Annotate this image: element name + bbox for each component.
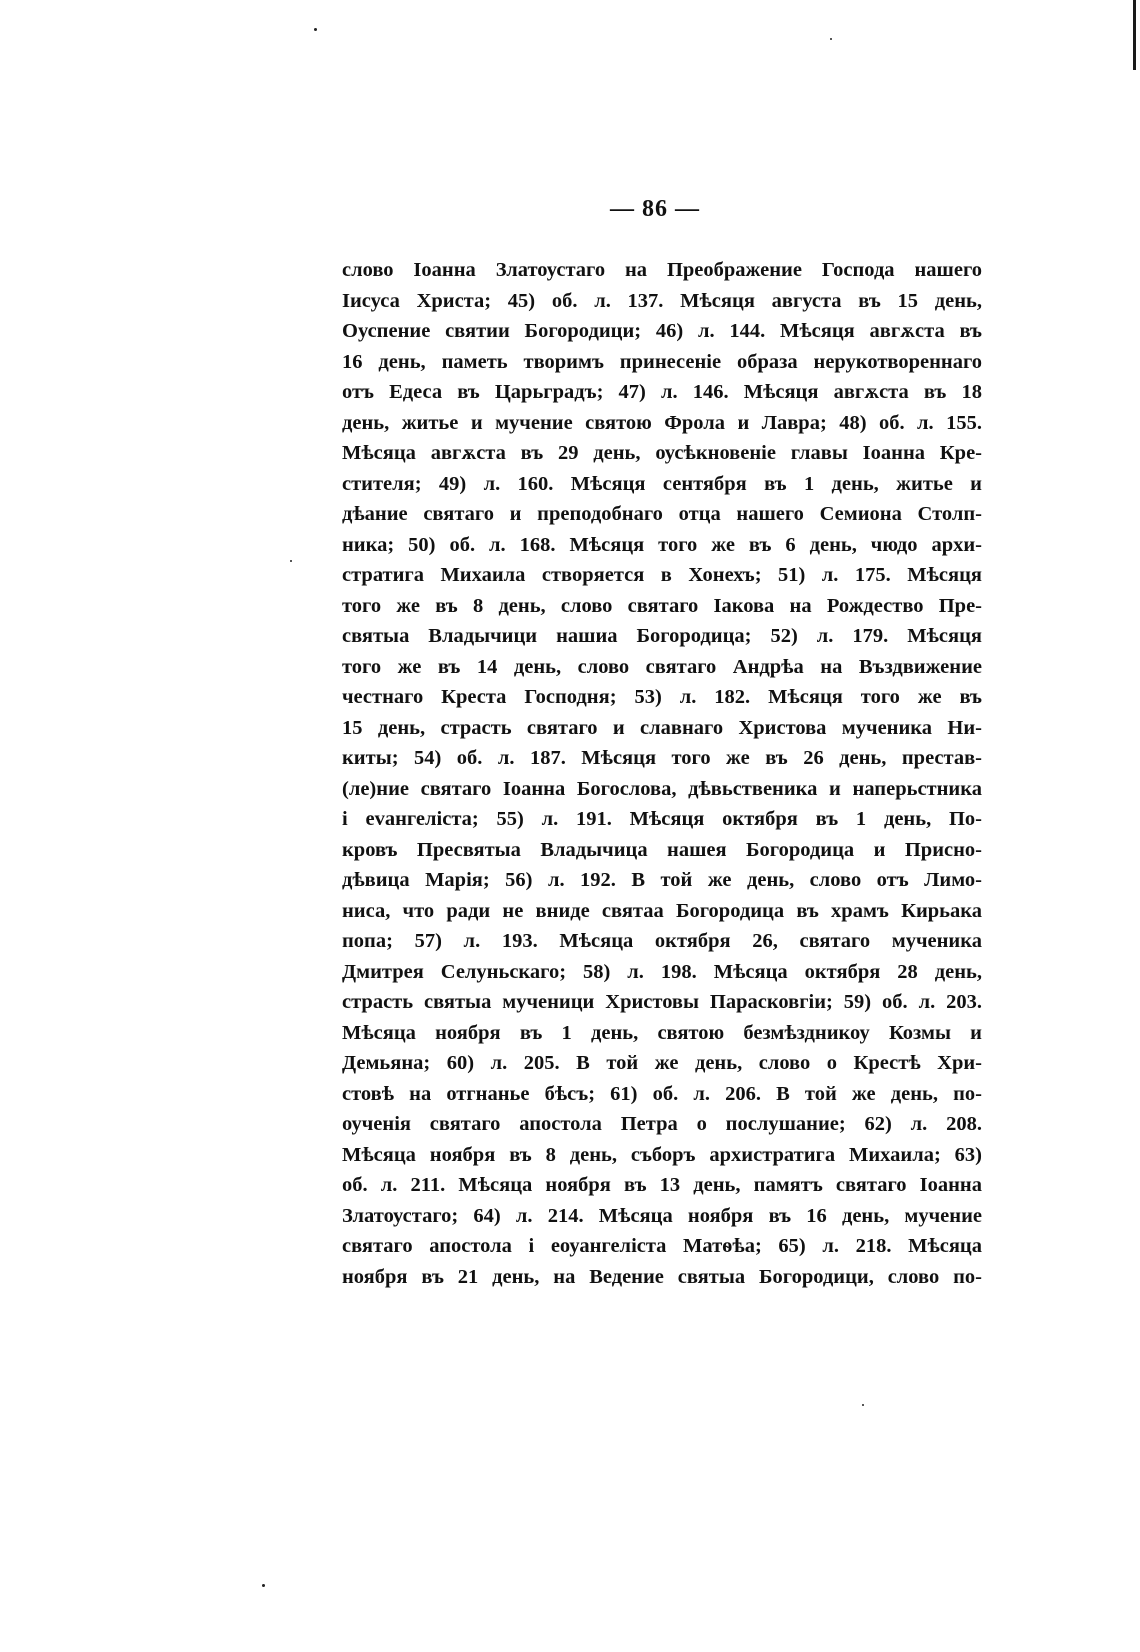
text-line: святыа Владычици нашиа Богородица; 52) л. 179. Мѣсяця: [342, 625, 982, 647]
text-line: Мѣсяца ноября въ 1 день, святою безмѣздникоу Козмы и: [342, 1021, 982, 1044]
text-line: стителя; 49) л. 160. Мѣсяця сентября въ 1 день, житье и: [342, 472, 982, 495]
text-line: день, житье и мучение святою Фрола и Лавра; 48) об. л. 155.: [342, 411, 982, 434]
text-line: ника; 50) об. л. 168. Мѣсяця того же въ 6 день, чюдо архи-: [342, 533, 982, 556]
text-line: киты; 54) об. л. 187. Мѣсяця того же въ 26 день, престав-: [342, 747, 982, 769]
text-line: Златоустаго; 64) л. 214. Мѣсяца ноября въ 16 день, мучение: [342, 1204, 982, 1227]
text-line: Мѣсяца авгѫста въ 29 день, оусѣкновеніе главы Іоанна Кре-: [342, 442, 982, 464]
text-line: попа; 57) л. 193. Мѣсяца октября 26, святаго мученика: [342, 930, 982, 952]
text-line: страсть святыа мученици Христовы Парасковгіи; 59) об. л. 203.: [342, 991, 982, 1013]
text-line: честнаго Креста Господня; 53) л. 182. Мѣсяця того же въ: [342, 686, 982, 708]
text-line: Демьяна; 60) л. 205. В той же день, слово о Крестѣ Хри-: [342, 1052, 982, 1074]
text-line: Мѣсяца ноября въ 8 день, съборъ архистратига Михаила; 63): [342, 1143, 982, 1166]
scan-speck: [290, 560, 292, 562]
scan-speck: [830, 38, 832, 40]
text-line: ниса, что ради не вниде святаа Богородица въ храмъ Кирьака: [342, 899, 982, 922]
text-line: стовѣ на отгнанье бѣсъ; 61) об. л. 206. В той же день, по-: [342, 1082, 982, 1105]
text-line: ноября въ 21 день, на Ведение святыа Богородици, слово по-: [342, 1265, 982, 1288]
page-number: — 86 —: [610, 196, 700, 222]
text-line: оученія святаго апостола Петра о послушание; 62) л. 208.: [342, 1113, 982, 1135]
scan-speck: [314, 28, 317, 31]
text-line: отъ Едеса въ Царьградъ; 47) л. 146. Мѣсяця авгѫста въ 18: [342, 381, 982, 403]
text-line: Іисуса Христа; 45) об. л. 137. Мѣсяця августа въ 15 день,: [342, 289, 982, 312]
text-line: стратига Михаила створяется в Хонехъ; 51) л. 175. Мѣсяця: [342, 564, 982, 586]
text-line: дѣание святаго и преподобнаго отца нашего Семиона Столп-: [342, 503, 982, 525]
text-line: того же въ 14 день, слово святаго Андрѣа на Въздвижение: [342, 655, 982, 678]
body-text: [342, 255, 982, 1292]
text-line: слово Іоанна Златоустаго на Преображение Господа нашего: [342, 259, 982, 281]
scan-speck: [862, 1404, 864, 1406]
text-line: дѣвица Марія; 56) л. 192. В той же день, слово отъ Лимо-: [342, 869, 982, 891]
page-edge-shadow: [1133, 0, 1136, 70]
text-line: 16 день, паметь творимъ принесеніе образа нерукотвореннаго: [342, 350, 982, 373]
text-line: Дмитрея Селуньскаго; 58) л. 198. Мѣсяца октября 28 день,: [342, 960, 982, 983]
scan-speck: [262, 1584, 265, 1587]
text-line: кровъ Пресвятыа Владычица нашея Богородица и Присно-: [342, 838, 982, 861]
text-line: того же въ 8 день, слово святаго Іакова на Рождество Пре-: [342, 594, 982, 617]
text-line: і еvангеліста; 55) л. 191. Мѣсяця октября въ 1 день, По-: [342, 808, 982, 830]
text-line: (ле)ние святаго Іоанна Богослова, дѣвьственика и наперьстника: [342, 777, 982, 800]
text-line: 15 день, страсть святаго и славнаго Христова мученика Ни-: [342, 716, 982, 739]
text-line: святаго апостола і еоуангеліста Матѳѣа; 65) л. 218. Мѣсяца: [342, 1235, 982, 1257]
text-line: об. л. 211. Мѣсяца ноября въ 13 день, памятъ святаго Іоанна: [342, 1174, 982, 1196]
text-line: Оуспение святии Богородици; 46) л. 144. Мѣсяця авгѫста въ: [342, 320, 982, 342]
